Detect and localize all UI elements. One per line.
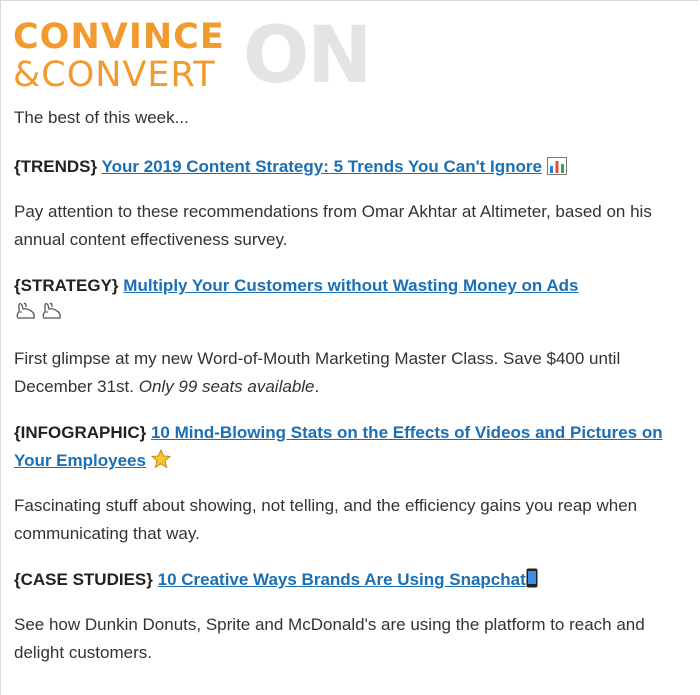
newsletter-content — [14, 105, 696, 685]
item-tag: {INFOGRAPHIC} — [14, 423, 147, 442]
intro-text: The best of this week... — [14, 108, 189, 127]
bar-chart-icon — [547, 156, 567, 184]
rabbit-icon — [14, 302, 40, 331]
item-tag: {CASE STUDIES} — [14, 570, 153, 589]
infographic-description: Fascinating stuff about showing, not telling, and the efficiency gains you reap when communicating that way. — [14, 496, 638, 543]
mobile-phone-icon — [526, 568, 538, 597]
convince-convert-logo[interactable] — [13, 11, 373, 101]
item-tag: {STRATEGY} — [14, 276, 119, 295]
trends-description: Pay attention to these recommendations from Omar Akhtar at Altimeter, based on his annual content effectiveness survey. — [14, 202, 652, 249]
snapchat-article-link[interactable]: 10 Creative Ways Brands Are Using Snapchat — [157, 570, 526, 589]
item-case-studies-heading — [14, 566, 696, 597]
trends-article-link[interactable]: Your 2019 Content Strategy: 5 Trends You Can't Ignore — [101, 157, 543, 176]
strategy-article-link[interactable]: Multiply Your Customers without Wasting Money on Ads — [123, 276, 579, 295]
logo-on-text: ON — [243, 11, 371, 101]
logo-convert-text: &CONVERT — [13, 55, 216, 95]
strategy-description — [14, 345, 696, 401]
item-infographic-heading — [14, 419, 696, 478]
seats-available-text: Only 99 seats available — [138, 377, 315, 396]
strategy-description-text: First glimpse at my new Word-of-Mouth Marketing Master Class. Save $400 until December 31st. — [14, 349, 621, 396]
logo-convince-text: CONVINCE — [13, 17, 225, 57]
item-trends-heading — [14, 153, 696, 184]
rabbit-icon — [40, 302, 66, 331]
strategy-description-end: . — [314, 377, 320, 396]
case-studies-description: See how Dunkin Donuts, Sprite and McDonald's are using the platform to reach and delight customers. — [14, 615, 645, 662]
infographic-article-link[interactable]: 10 Mind-Blowing Stats on the Effects of Videos and Pictures on Your Employees — [14, 423, 663, 470]
item-strategy-heading — [14, 272, 696, 331]
star-icon — [151, 449, 171, 478]
item-tag: {TRENDS} — [14, 157, 98, 176]
